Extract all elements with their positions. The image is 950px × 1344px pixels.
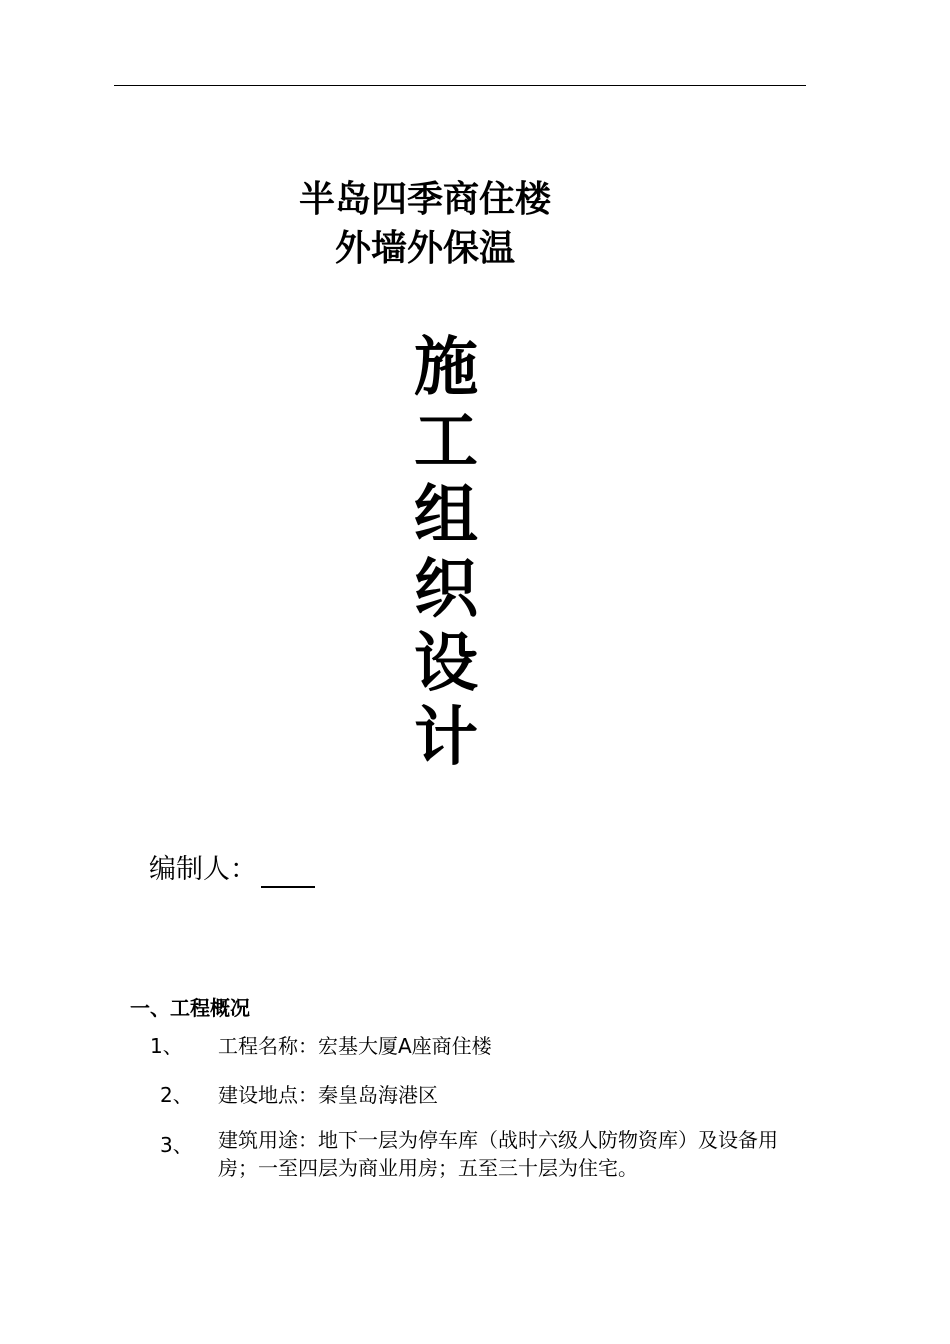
list-item-text: 建设地点：秦皇岛海港区	[218, 1083, 438, 1107]
doc-title-char: 施	[414, 331, 478, 405]
doc-title-char: 组	[414, 479, 478, 553]
doc-title-char: 织	[414, 553, 478, 627]
list-item-text: 工程名称：宏基大厦A座商住楼	[218, 1034, 492, 1058]
author-label: 编制人：	[149, 854, 257, 885]
list-item-text: 建筑用途：地下一层为停车库（战时六级人防物资库）及设备用房；一至四层为商业用房；五至三十层为住宅。	[218, 1128, 778, 1180]
author-blank	[261, 858, 315, 888]
doc-title-char: 设	[414, 627, 478, 701]
project-subtitle: 外墙外保温	[334, 228, 515, 269]
section-heading: 一、工程概况	[130, 996, 250, 1020]
project-title: 半岛四季商住楼	[298, 179, 551, 220]
list-item-number: 1、	[150, 1034, 183, 1058]
list-item-number: 3、	[160, 1133, 193, 1157]
doc-title-char: 工	[414, 405, 478, 479]
doc-title-char: 计	[414, 701, 478, 775]
list-item-number: 2、	[160, 1083, 193, 1107]
header-rule	[114, 85, 806, 86]
author-line	[149, 852, 315, 888]
